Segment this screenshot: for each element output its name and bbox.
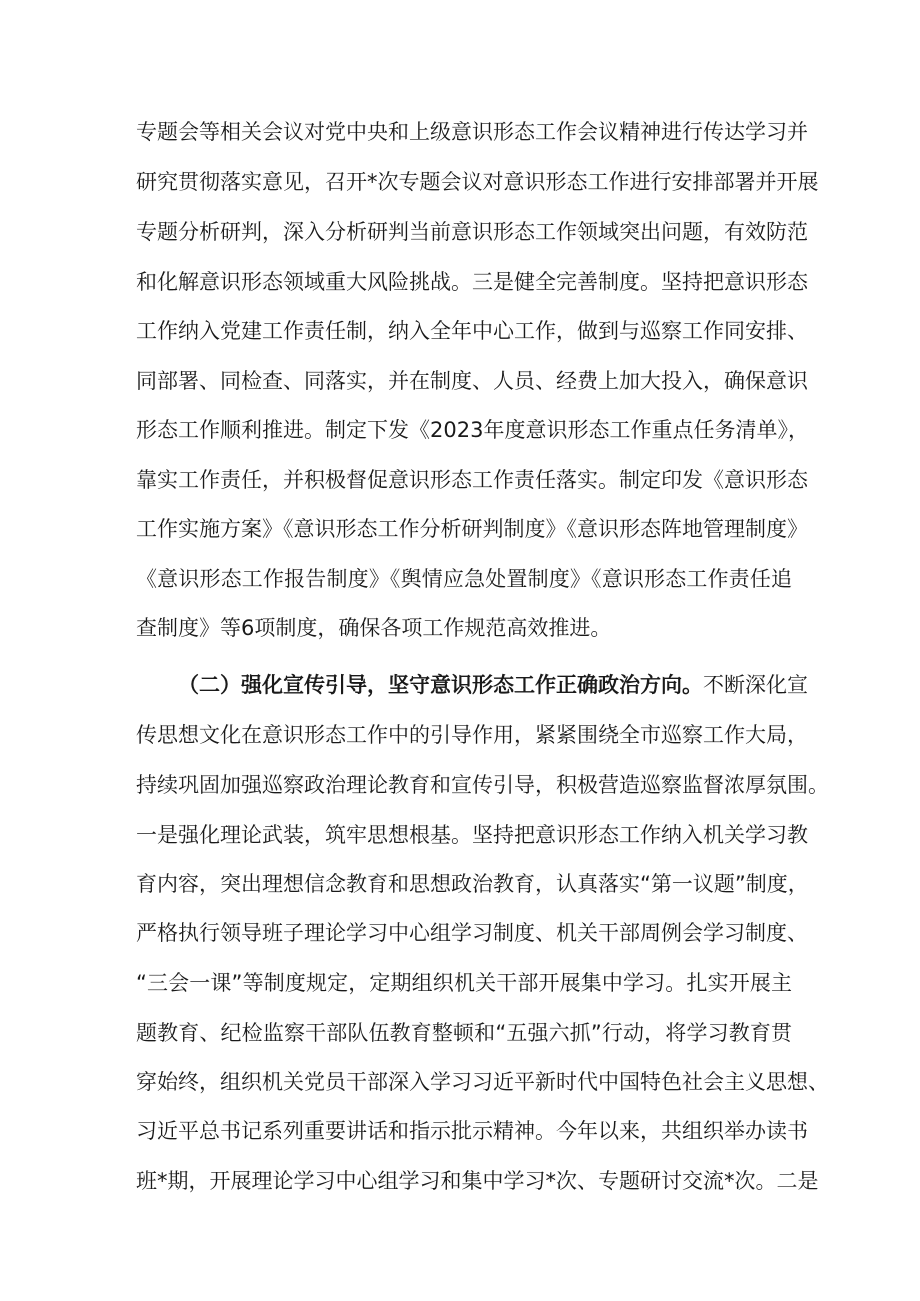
paragraph-1-line-3: 专题分析研判，深入分析研判当前意识形态工作领域突出问题，有效防范 [136, 220, 808, 244]
paragraph-2-line-9: 穿始终，组织机关党员干部深入学习习近平新时代中国特色社会主义思想、 [136, 1070, 829, 1094]
paragraph-1-line-5: 工作纳入党建工作责任制，纳入全年中心工作，做到与巡察工作同安排、 [136, 319, 808, 343]
section-heading-continuation: 不断深化宣 [703, 673, 808, 697]
paragraph-2-line-3: 持续巩固加强巡察政治理论教育和宣传引导，积极营造巡察监督浓厚氛围。 [136, 773, 829, 797]
section-heading: （二）强化宣传引导，坚守意识形态工作正确政治方向。 [178, 673, 703, 697]
paragraph-1-line-4: 和化解意识形态领域重大风险挑战。三是健全完善制度。坚持把意识形态 [136, 270, 808, 294]
paragraph-1-line-6: 同部署、同检查、同落实，并在制度、人员、经费上加大投入，确保意识 [136, 369, 808, 393]
paragraph-2-line-4: 一是强化理论武装，筑牢思想根基。坚持把意识形态工作纳入机关学习教 [136, 823, 808, 847]
paragraph-2-line-2: 传思想文化在意识形态工作中的引导作用，紧紧围绕全市巡察工作大局， [136, 723, 808, 747]
paragraph-2-line-11: 班*期，开展理论学习中心组学习和集中学习*次、专题研讨交流*次。二是 [136, 1169, 819, 1193]
paragraph-2-line-7: “三会一课”等制度规定，定期组织机关干部开展集中学习。扎实开展主 [136, 971, 792, 995]
paragraph-2-line-10: 习近平总书记系列重要讲话和指示批示精神。今年以来，共组织举办读书 [136, 1119, 808, 1143]
paragraph-2-line-5: 育内容，突出理想信念教育和思想政治教育，认真落实“第一议题”制度， [136, 872, 809, 896]
paragraph-2-line-8: 题教育、纪检监察干部队伍教育整顿和“五强六抓”行动，将学习教育贯 [136, 1021, 792, 1045]
paragraph-1-line-2: 研究贯彻落实意见，召开*次专题会议对意识形态工作进行安排部署并开展 [136, 170, 819, 194]
paragraph-1-line-1: 专题会等相关会议对党中央和上级意识形态工作会议精神进行传达学习并 [136, 120, 808, 144]
paragraph-2-first-line [178, 665, 808, 705]
paragraph-1-line-11: 查制度》等6项制度，确保各项工作规范高效推进。 [136, 616, 612, 640]
paragraph-1-line-8: 靠实工作责任，并积极督促意识形态工作责任落实。制定印发《意识形态 [136, 468, 808, 492]
paragraph-2-line-6: 严格执行领导班子理论学习中心组学习制度、机关干部周例会学习制度、 [136, 921, 808, 945]
paragraph-1-line-10: 《意识形态工作报告制度》《舆情应急处置制度》《意识形态工作责任追 [136, 567, 792, 591]
paragraph-1-line-9: 工作实施方案》《意识形态工作分析研判制度》《意识形态阵地管理制度》 [136, 517, 808, 541]
paragraph-1-line-7: 形态工作顺利推进。制定下发《2023年度意识形态工作重点任务清单》， [136, 418, 809, 442]
